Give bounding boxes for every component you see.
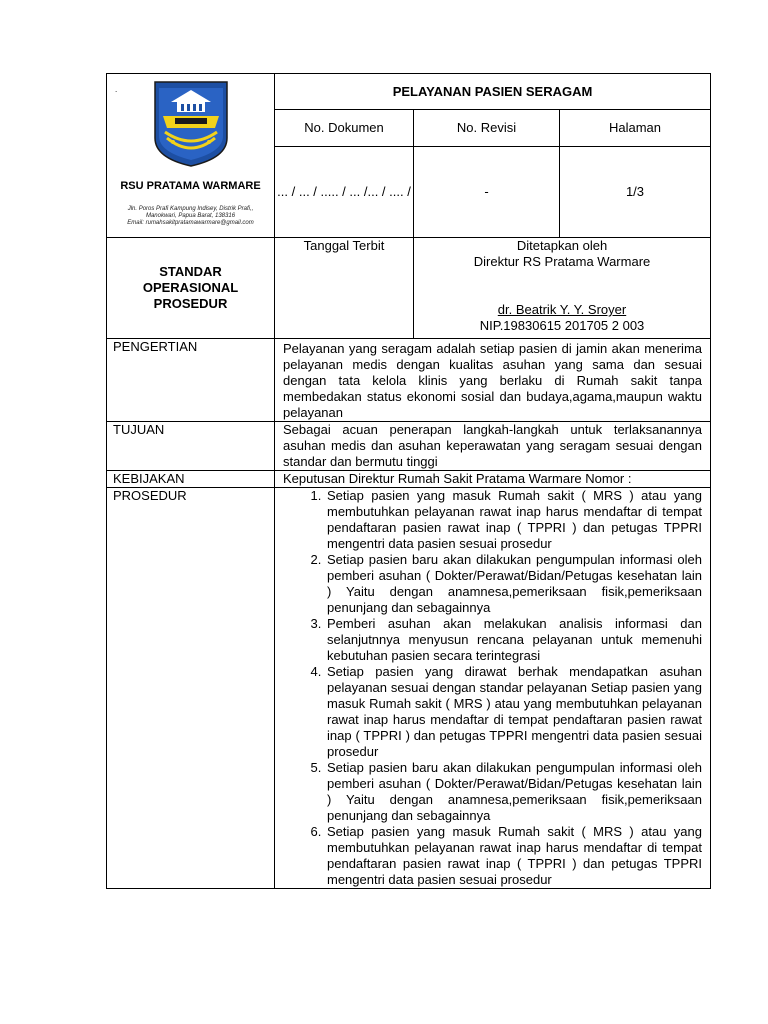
address-line-1: Jln. Poros Prafi Kampung Indisey, Distrik Prafi,, xyxy=(127,206,254,212)
prosedur-item: 6. Setiap pasien yang masuk Rumah sakit ( MRS ) atau yang membutuhkan pelayanan rawat inap harus mendaftar di tempat pendaftaran pasien rawat inap ( TPPRI ) dan petugas TPPRI mengentri data pasien sesuai prosedur xyxy=(325,824,702,888)
prosedur-label: PROSEDUR xyxy=(107,488,275,889)
tujuan-text: Sebagai acuan penerapan langkah-langkah untuk terlaksanannya asuhan medis dan asuhan keperawatan yang seragam sesuai dengan standar dan bermutu tinggi xyxy=(275,422,711,471)
corner-mark: . xyxy=(115,85,118,94)
col-header-revisi: No. Revisi xyxy=(414,110,560,147)
prosedur-item: 2. Setiap pasien baru akan dilakukan pengumpulan informasi oleh pemberi asuhan ( Dokter/Perawat/Bidan/Petugas kesehatan lain ) Yaitu dengan anamnesa,pemeriksaan fisik,pemeriksaan penunjang dan sebagainnya xyxy=(325,552,702,616)
prosedur-item: 3. Pemberi asuhan akan melakukan analisis informasi dan selanjutnnya menyusun rencana pelayanan untuk memenuhi kebutuhan pasien secara terintegrasi xyxy=(325,616,702,664)
sop-label-line-3: PROSEDUR xyxy=(153,296,228,311)
approval-block xyxy=(414,238,711,339)
col-header-dokumen: No. Dokumen xyxy=(275,110,414,147)
sop-label xyxy=(107,238,275,339)
kebijakan-label: KEBIJAKAN xyxy=(107,471,275,488)
hospital-address xyxy=(113,206,268,227)
prosedur-item: 1. Setiap pasien yang masuk Rumah sakit ( MRS ) atau yang membutuhkan pelayanan rawat inap harus mendaftar di tempat pendaftaran pasien rawat inap ( TPPRI ) dan petugas TPPRI mengentri data pasien sesuai prosedur xyxy=(325,488,702,552)
document-title: PELAYANAN PASIEN SERAGAM xyxy=(275,74,711,110)
value-halaman: 1/3 xyxy=(560,147,711,238)
hospital-identity-cell xyxy=(107,74,275,238)
pengertian-text: Pelayanan yang seragam adalah setiap pasien di jamin akan menerima pelayanan medis dengan kualitas asuhan yang sama dan sesuai dengan tata kelola klinis yang berlaku di Rumah sakit tanpa membedakan status ekonomi sosial dan budaya,agama,maupun waktu pelayanan xyxy=(275,339,711,422)
address-email: Email: rumahsakitpratamawarmare@gmail.com xyxy=(127,220,254,226)
sop-table xyxy=(106,73,711,889)
address-line-2: Manokwari, Papua Barat, 138316 xyxy=(145,213,236,219)
prosedur-item: 4. Setiap pasien yang dirawat berhak mendapatkan asuhan pelayanan sesuai dengan standar pelayanan Setiap pasien yang masuk Rumah sakit ( MRS ) atau yang membutuhkan pelayanan rawat inap harus mendaftar di tempat pendaftaran pasien rawat inap ( TPPRI ) dan petugas TPPRI mengentri data pasien sesuai prosedur xyxy=(325,664,702,760)
col-header-halaman: Halaman xyxy=(560,110,711,147)
ditetapkan-label: Ditetapkan oleh xyxy=(516,238,608,253)
tujuan-label: TUJUAN xyxy=(107,422,275,471)
regency-crest-icon xyxy=(153,80,229,168)
prosedur-cell xyxy=(275,488,711,889)
prosedur-item: 5. Setiap pasien baru akan dilakukan pengumpulan informasi oleh pemberi asuhan ( Dokter/Perawat/Bidan/Petugas kesehatan lain ) Yaitu dengan anamnesa,pemeriksaan fisik,pemeriksaan penunjang dan sebagainnya xyxy=(325,760,702,824)
value-revisi: - xyxy=(414,147,560,238)
signer-name: dr. Beatrik Y. Y. Sroyer xyxy=(497,302,627,317)
tanggal-terbit-label: Tanggal Terbit xyxy=(303,238,385,253)
kebijakan-text: Keputusan Direktur Rumah Sakit Pratama Warmare Nomor : xyxy=(275,471,711,488)
sop-label-line-2: OPERASIONAL xyxy=(142,280,239,295)
signer-nip: NIP.19830615 201705 2 003 xyxy=(479,318,645,333)
director-title: Direktur RS Pratama Warmare xyxy=(473,254,651,269)
value-dokumen: ... / ... / ..... / ... /... / .... / xyxy=(275,147,414,238)
sop-document xyxy=(106,73,710,889)
hospital-name: RSU PRATAMA WARMARE xyxy=(120,180,261,192)
tanggal-terbit xyxy=(275,238,414,339)
sop-label-line-1: STANDAR xyxy=(159,264,222,279)
prosedur-list xyxy=(275,488,710,888)
pengertian-label: PENGERTIAN xyxy=(107,339,275,422)
